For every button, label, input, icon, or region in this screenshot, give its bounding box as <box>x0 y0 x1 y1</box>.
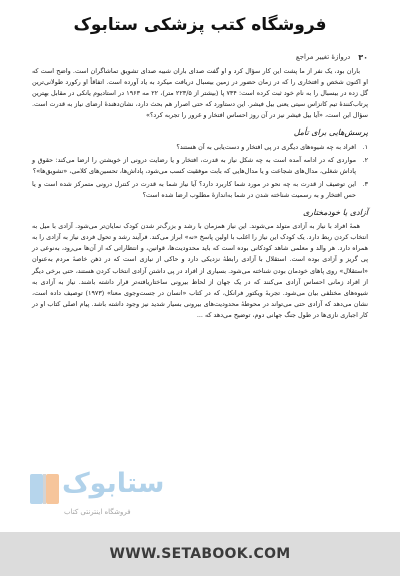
store-title: فروشگاه کتب پزشکی ستابوک <box>73 15 327 35</box>
question-text: افراد به چه شیوه‌های دیگری در پی افتخار و دست‌یابی به آن هستند؟ <box>176 142 356 151</box>
running-head <box>32 50 368 64</box>
section-heading-freedom: آزادی یا خودمختاری <box>303 208 368 218</box>
logo-wordmark: ستابوک <box>62 468 165 499</box>
chapter-title: دروازهٔ تغییر مراجع <box>295 53 351 61</box>
book-logo-icon <box>28 470 62 510</box>
list-item <box>32 179 368 201</box>
store-banner <box>0 0 400 50</box>
reflection-questions <box>32 142 368 201</box>
section-heading-reflection: پرسش‌هایی برای تأمل <box>293 128 368 138</box>
question-number: ۱. <box>362 142 368 151</box>
logo-tagline: فروشگاه اینترنتی کتاب <box>64 508 131 516</box>
question-text: مواردی که در ادامه آمده است به چه شکل نیاز به قدرت، افتخار و یا رضایت درونی از خویشتن را ارضا می‌کند: حقوق و پاداش شغلی، مدال‌های شجاعت و یا مدال‌هایی که بابت موفقیت کسب می‌شود، پاداش‌ها، تحسین‌های کلامی، «تشویق‌ها»؟ <box>32 155 356 175</box>
intro-paragraph: باران بود، یک نفر از ما پشت این کار سؤال کرد و او گفت صدای باران شبیه صدای تشویق تماشاگران است. واضح است که او اکنون شخص و افتخاری را که در زمان حضور در زمین بیسبال دریافت میکرد به یاد آورده است. اتفاقاً او رکورد طولانی‌ترین گل زده در بیسبال را به نام خود ثبت کرده است: ۷۳۴ پا (بیشتر از ۲۲۳/۵ متر)، ۲۲ مه ۱۹۶۳ در استادیوم یانکی در مقابل بهترین پرتاب‌کنندهٔ تیم کانزاس سیتی یعنی بیل فیشر. این دستاورد که حتی اصرار هم بحث دارد، نشان‌دهندهٔ ارضای نیاز به قدرت است. سؤال این است، «آیا بیل فیشر نیز در آن روز احساس افتخار و غرور را تجربه کرد؟» <box>32 67 368 120</box>
setabook-watermark-logo <box>26 466 168 526</box>
list-item <box>32 155 368 177</box>
site-footer <box>0 532 400 576</box>
footer-url-link[interactable]: WWW.SETABOOK.COM <box>109 546 291 562</box>
question-text: این توصیف از قدرت به چه نحو در مورد شما کاربرد دارد؟ آیا نیاز شما به قدرت در کنترل درونی متمرکز شده است و یا حس افتخار و به رسمیت شناخته شدن در شما به‌اندازهٔ مطلوب ارضا شده است؟ <box>32 179 356 199</box>
freedom-paragraph: همهٔ افراد با نیاز به آزادی متولد می‌شوند. این نیاز همزمان با رشد و بزرگ‌تر شدن کودک نمایان‌تر می‌شود. آزادی با میل به انتخاب کردن ربط دارد. یک کودک این نیاز را اغلب با اولین پاسخ «نه» ابراز می‌کند. فرآیند رشد و تحول فردی نیاز به آزادی را به همراه دارد. هر والد و معلمی شاهد کودکانی بوده است که باید محدودیت‌ها، قوانین، و انتظاراتی که از آن‌ها می‌رود، به‌نوعی در پی گریز و آزادی بوده است. استقلال با آزادی رابطهٔ نزدیکی دارد و حاکی از نیازی است که در ذهن خاصهٔ مردم به‌عنوان «استقلال» روی پاهای خودمان بودن شناخته می‌شود. بسیاری از افراد در پی داشتن آزادی انتخاب کردن هستند، حتی برخی دیگر از افراد زمانی احساس آزادی می‌کنند که در یک جهان از لحاظ بیرونی ساختاریافته‌تر قرار داشته باشند. نیاز به آزادی به شیوه‌های مختلفی بیان می‌شود. تجربهٔ ویکتور فرانکل، که در کتاب «انسان در جست‌وجوی معنا» (۱۹۷۳) توصیف داده است، نشان می‌دهد که آزادی حتی می‌تواند در محوطهٔ محدودیت‌های بیرونی بسیار شدید نیز وجود داشته باشد. پیام اصلی کتاب او در کار اجباری نازی‌ها در طول جنگ جهانی دوم، توضیح می‌دهد که ... <box>32 222 368 319</box>
page-content <box>32 66 368 324</box>
page-number: ۳۰ <box>358 52 368 62</box>
question-number: ۲. <box>362 155 368 164</box>
list-item <box>32 142 368 153</box>
question-number: ۳. <box>362 179 368 188</box>
